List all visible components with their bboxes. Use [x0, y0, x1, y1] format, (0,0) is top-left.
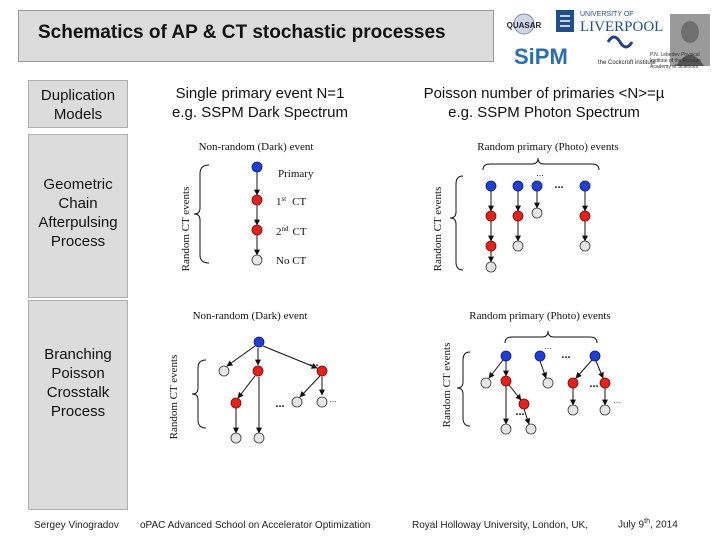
- bottom-right-axis-label: Random CT events: [441, 342, 453, 428]
- primary-node: [486, 181, 496, 191]
- single-primary-line: Single primary event N=1: [175, 85, 345, 102]
- liverpool-univ-text: UNIVERSITY OF: [580, 11, 634, 18]
- footer-date: July 9th, 2014: [618, 518, 678, 531]
- single-primary-line: e.g. SSPM Dark Spectrum: [172, 104, 348, 121]
- duplication-models-label: Duplication Models: [40, 87, 116, 123]
- no-ct-node: [254, 433, 264, 443]
- primary-node: [532, 181, 542, 191]
- second-ct-label: 2nd CT: [276, 225, 307, 238]
- primary-label: Primary: [278, 168, 314, 180]
- ct-node: [252, 225, 262, 235]
- footer-author: Sergey Vinogradov: [34, 520, 119, 531]
- bottom-photo-caption: Random primary (Photo) events: [469, 310, 611, 322]
- bottom-dark-caption: Non-random (Dark) event: [192, 310, 308, 322]
- no-ct-node: [219, 366, 229, 376]
- no-ct-node: [600, 405, 610, 415]
- poisson-primaries-line: Poisson number of primaries <N>=µ: [423, 85, 665, 102]
- ct-node: [486, 241, 496, 251]
- quasar-logo-text: QUASAR: [506, 21, 542, 30]
- first-ct-label: 1st CT: [276, 195, 307, 208]
- top-right-brace: [450, 176, 463, 270]
- no-ct-node: [481, 378, 491, 388]
- branch-ellipsis: ...: [561, 349, 571, 361]
- primary-node: [535, 351, 545, 361]
- no-ct-node: [231, 433, 241, 443]
- no-ct-label: No CT: [276, 255, 307, 267]
- primary-node: [501, 351, 511, 361]
- geometric-dark-diagram: [180, 141, 314, 271]
- ct-node: [486, 211, 496, 221]
- ct-node: [253, 366, 263, 376]
- no-ct-node: [543, 378, 553, 388]
- bottom-left-brace: [192, 360, 206, 428]
- svg-text:Institute of the Russian: Institute of the Russian: [650, 58, 701, 64]
- branching-label-line: Process: [50, 403, 106, 420]
- no-ct-node: [568, 405, 578, 415]
- geometric-photo-diagram: [432, 141, 619, 272]
- branch-ellipsis: ...: [329, 395, 337, 404]
- geometric-label-line: Process: [50, 233, 106, 250]
- footer-venue: Royal Holloway University, London, UK,: [412, 520, 589, 531]
- sipm-logo-text: SiPM: [514, 44, 568, 69]
- primary-node: [580, 181, 590, 191]
- top-photo-caption: Random primary (Photo) events: [477, 141, 619, 153]
- geometric-label-line: Geometric: [43, 176, 113, 193]
- branch-ellipsis: ...: [309, 357, 319, 369]
- top-dark-caption: Non-random (Dark) event: [198, 141, 314, 153]
- branch-ellipsis: ...: [589, 378, 599, 390]
- poisson-primaries-line: e.g. SSPM Photon Spectrum: [448, 104, 640, 121]
- branching-dark-diagram: [168, 310, 336, 443]
- ct-node: [600, 378, 610, 388]
- primary-node: [252, 162, 262, 172]
- bottom-brace-ellipsis: ...: [544, 342, 552, 351]
- bottom-left-axis-label: Random CT events: [168, 354, 180, 440]
- no-ct-node: [513, 241, 523, 251]
- no-ct-node: [501, 424, 511, 434]
- footer-school: oPAC Advanced School on Accelerator Optimization: [140, 520, 371, 531]
- bottom-right-brace: [457, 352, 470, 426]
- branching-photo-diagram: [441, 310, 620, 434]
- top-brace-ellipsis: ...: [536, 168, 544, 178]
- top-left-brace: [194, 165, 209, 263]
- liverpool-name-text: LIVERPOOL: [580, 19, 664, 35]
- ct-node: [252, 195, 262, 205]
- primary-node: [254, 337, 264, 347]
- geometric-label-line: Chain: [58, 195, 98, 212]
- no-ct-node: [532, 208, 542, 218]
- no-ct-node: [317, 397, 327, 407]
- branching-label-line: Poisson: [51, 365, 105, 382]
- ct-node: [501, 376, 511, 386]
- svg-text:P.N. Lebedev Physical: P.N. Lebedev Physical: [650, 52, 700, 58]
- no-ct-node: [486, 262, 496, 272]
- no-ct-node: [526, 424, 536, 434]
- branch-ellipsis: ...: [613, 396, 621, 405]
- no-ct-node: [292, 397, 302, 407]
- no-ct-node: [580, 241, 590, 251]
- branch-ellipsis: ...: [275, 398, 285, 410]
- ct-node: [580, 211, 590, 221]
- top-row-ellipsis: ...: [554, 179, 564, 191]
- top-left-axis-label: Random CT events: [180, 186, 192, 272]
- branching-label-line: Crosstalk: [46, 384, 110, 401]
- page-title: Schematics of AP & CT stochastic processes: [38, 22, 446, 43]
- primary-node: [513, 181, 523, 191]
- top-right-axis-label: Random CT events: [432, 186, 444, 272]
- branching-label-line: Branching: [44, 346, 112, 363]
- svg-text:Academy of Sciences: Academy of Sciences: [650, 64, 699, 70]
- ct-node: [568, 378, 578, 388]
- geometric-label-line: Afterpulsing: [38, 214, 118, 231]
- ct-node: [513, 211, 523, 221]
- cockcroft-logo-text: the Cockcroft institute: [598, 60, 656, 66]
- branch-ellipsis: ...: [515, 406, 525, 418]
- primary-node: [590, 351, 600, 361]
- no-ct-node: [252, 255, 262, 265]
- ct-node: [231, 398, 241, 408]
